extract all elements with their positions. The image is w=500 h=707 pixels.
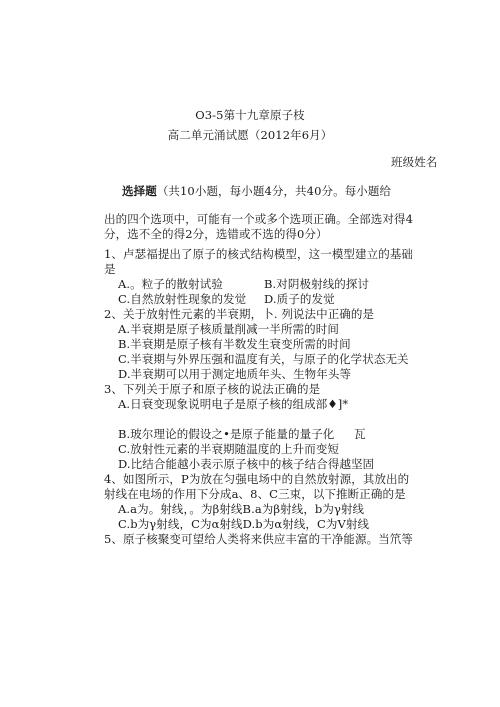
section-intro-text-1: （共10小题，每小题4分，共40分。每小题给: [156, 184, 392, 198]
q4-stem-line-1: 4、如图所示，P为放在匀强电场中的自然放射源，其放出的: [104, 472, 410, 486]
q2-option-a: A.半衰期是原子核质量削减一半所需的时间: [118, 322, 339, 336]
section-label: 选择题: [122, 184, 157, 198]
section-intro-line-2: 出的四个选项中，可能有一个或多个选项正确。全部选对得4: [104, 212, 414, 226]
q3-option-b-tail: 瓦: [354, 427, 366, 441]
document-subtitle: 高二单元涌试愿（2012年6月）: [167, 128, 333, 142]
q4-stem-line-2: 射线在电场的作用下分成a、8、C三束，以下推断正确的是: [104, 487, 406, 501]
q4-options-cd: C.b为γ射线，C为α射线D.b为α射线，C为V射线: [118, 517, 370, 531]
q1-options-row-2: [118, 292, 335, 306]
q1-stem-line-2: 是: [104, 262, 116, 276]
document-title: O3-5第十九章原子枝: [195, 108, 305, 122]
q2-option-c: C.半衰期与外界压强和温度有关，与原子的化学状态无关: [118, 352, 409, 366]
q5-stem: 5、原子核聚变可望给人类将来供应丰富的干净能源。当笊等: [104, 532, 414, 546]
q3-options-row-b: [118, 427, 366, 441]
q2-stem: 2、关于放射性元素的半衰期，卜. 列说法中正确的是: [104, 307, 375, 321]
q3-option-c: C.放射性元素的半衰期随温度的上升而变短: [118, 442, 340, 456]
q3-option-a: A.日衰变现象说明电子是原子核的组成部♦]*: [118, 397, 349, 411]
q1-options-row-1: [118, 277, 369, 291]
q3-option-d: D.比结合能越小表示原子核中的核子结合得越坚固: [118, 457, 375, 471]
q3-option-b: B.玻尔理论的假设之•是原子能量的量子化: [118, 427, 335, 441]
section-intro-line-3: 分，选不全的得2分，选错或不选的得0分）: [104, 227, 328, 241]
q1-option-d: D.质子的发觉: [264, 292, 335, 306]
q2-option-b: B.半衰期是原子核有半数发生衰变所需的时间: [118, 337, 351, 351]
q1-stem-line-1: 1、卢瑟福提出了原子的核式结构模型，这一模型建立的基础: [104, 247, 414, 261]
q3-stem: 3、下列关于原子和原子核的说法正确的是: [104, 382, 321, 396]
q1-option-a: A.。粒子的散射试验: [118, 277, 223, 291]
q4-options-ab: A.a为。射线，。为β射线B.a为β射线，b为γ射线: [118, 502, 365, 516]
q2-option-d: D.半衰期可以用于测定地质年头、生物年头等: [118, 367, 352, 381]
class-name-field: 班级姓名: [391, 155, 438, 169]
q1-option-b: B.对阴极射线的探讨: [264, 277, 370, 291]
q1-option-c: C.自然放射性现象的发觉: [118, 292, 247, 306]
section-intro-line-1: [122, 184, 391, 198]
